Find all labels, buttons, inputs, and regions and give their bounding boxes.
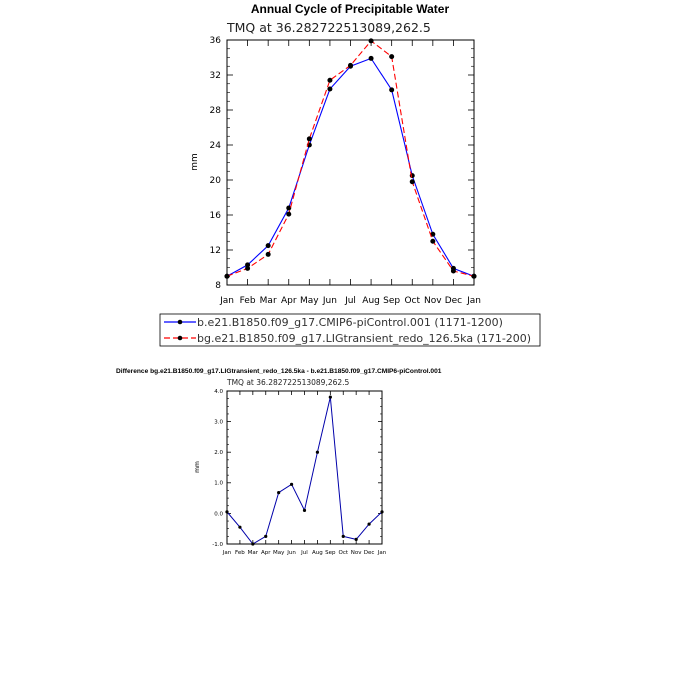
series-0-point <box>389 87 394 92</box>
x-tick-label: Aug <box>362 296 380 306</box>
series-0-point <box>327 87 332 92</box>
series-1-point <box>286 212 291 217</box>
top-chart <box>210 36 481 306</box>
x-tick-label: Jan <box>467 296 481 306</box>
y-tick-label: -1.0 <box>212 541 223 548</box>
y-tick-label: 4.0 <box>214 388 223 395</box>
series-1-point <box>307 136 312 141</box>
series-1-point <box>369 38 374 43</box>
x-tick-label: Dec <box>444 296 463 306</box>
y-tick-label: 28 <box>209 106 221 117</box>
series-1-point <box>389 54 394 59</box>
x-tick-label: Nov <box>350 550 362 556</box>
bottom-chart-subtitle: TMQ at 36.282722513089,262.5 <box>227 378 350 387</box>
y-tick-label: 8 <box>215 281 221 292</box>
series-0-point <box>342 535 345 538</box>
x-tick-label: Aug <box>312 550 323 556</box>
x-tick-label: Dec <box>363 550 375 556</box>
x-tick-label: Apr <box>280 296 297 306</box>
y-tick-label: 0.0 <box>214 511 223 518</box>
series-0-point <box>316 451 319 454</box>
y-tick-label: 36 <box>209 36 221 47</box>
legend-label-control: b.e21.B1850.f09_g17.CMIP6-piControl.001 (1171-1200) <box>197 316 503 329</box>
x-tick-label: Jul <box>301 550 308 556</box>
x-tick-label: Sep <box>325 550 336 556</box>
series-0-point <box>380 510 383 513</box>
x-tick-label: Sep <box>383 296 401 306</box>
series-line-0 <box>227 397 382 544</box>
y-tick-label: 12 <box>209 246 221 257</box>
x-tick-label: Jun <box>287 550 296 556</box>
x-tick-label: Jan <box>377 550 387 556</box>
y-tick-label: 24 <box>209 141 221 152</box>
x-tick-label: Jan <box>222 550 232 556</box>
series-0-point <box>266 243 271 248</box>
series-0-point <box>225 510 228 513</box>
x-tick-label: Feb <box>235 550 245 556</box>
y-tick-label: 32 <box>209 71 221 82</box>
top-chart-ylabel: mm <box>190 153 200 171</box>
series-0-point <box>277 491 280 494</box>
series-0-point <box>329 396 332 399</box>
top-chart-subtitle: TMQ at 36.282722513089,262.5 <box>227 20 431 35</box>
x-tick-label: May <box>272 550 285 556</box>
plot-frame <box>227 391 382 544</box>
x-tick-label: Apr <box>260 550 271 556</box>
series-0-point <box>251 542 254 545</box>
series-0-point <box>367 523 370 526</box>
series-1-point <box>410 179 415 184</box>
bottom-chart <box>212 389 386 556</box>
legend-marker-ligtransient <box>178 336 183 341</box>
series-1-point <box>430 239 435 244</box>
x-tick-label: Jan <box>220 296 234 306</box>
y-tick-label: 2.0 <box>214 450 223 457</box>
y-tick-label: 16 <box>209 211 221 222</box>
series-1-point <box>348 63 353 68</box>
x-tick-label: Mar <box>247 550 259 556</box>
x-tick-label: May <box>300 296 319 306</box>
series-0-point <box>238 526 241 529</box>
y-tick-label: 20 <box>209 176 221 187</box>
y-tick-label: 1.0 <box>214 480 223 487</box>
bottom-chart-ylabel: mm <box>194 461 201 473</box>
series-0-point <box>303 509 306 512</box>
series-1-point <box>245 266 250 271</box>
series-0-point <box>290 483 293 486</box>
x-tick-label: Feb <box>239 296 256 306</box>
bottom-chart-title: Difference bg.e21.B1850.f09_g17.LIGtransient_redo_126.5ka - b.e21.B1850.f09_g17.CMIP6-piControl.001 <box>116 368 442 375</box>
legend-label-ligtransient: bg.e21.B1850.f09_g17.LIGtransient_redo_126.5ka (171-200) <box>197 332 532 345</box>
x-tick-label: Mar <box>259 296 277 306</box>
series-1-point <box>472 274 477 279</box>
series-0-point <box>264 535 267 538</box>
series-1-point <box>225 274 230 279</box>
series-1-point <box>451 269 456 274</box>
top-chart-title: Annual Cycle of Precipitable Water <box>250 2 450 16</box>
x-tick-label: Jun <box>322 296 337 306</box>
y-tick-label: 3.0 <box>214 419 223 426</box>
series-0-point <box>369 56 374 61</box>
plot-frame <box>227 40 474 285</box>
series-line-0 <box>227 58 474 276</box>
top-chart-legend <box>160 314 540 346</box>
x-tick-label: Oct <box>338 550 349 556</box>
x-tick-label: Oct <box>404 296 421 306</box>
legend-marker-control <box>178 320 183 325</box>
series-0-point <box>355 538 358 541</box>
series-1-point <box>327 78 332 83</box>
x-tick-label: Nov <box>424 296 442 306</box>
series-1-point <box>266 252 271 257</box>
x-tick-label: Jul <box>345 296 356 306</box>
